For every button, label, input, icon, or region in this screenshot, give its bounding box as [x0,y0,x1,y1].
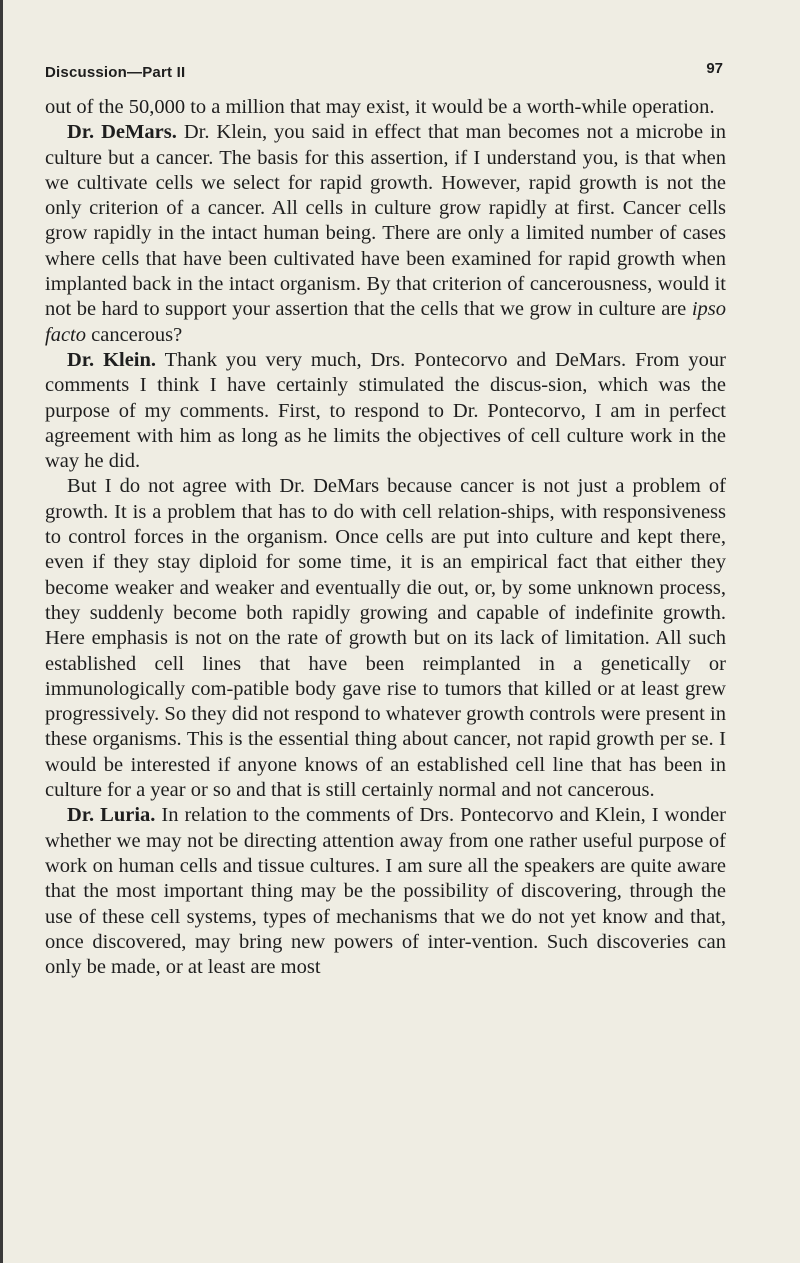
paragraph-continuation [45,95,726,120]
paragraph-text: Dr. Klein, you said in effect that man becomes not a microbe in culture but a cancer. The basis for this assertion, if I understand you, is that when we cultivate cells we select for rapid growth. However, rapid growth is not the only criterion of a cancer. All cells in culture grow rapidly at first. Cancer cells grow rapidly in the intact human being. There are only a limited number of cases where cells that have been cultivated have been examined for rapid growth when implanted back in the intact organism. By that criterion of cancerousness, would it not be hard to support your assertion that the cells that we grow in culture are [45,121,726,321]
paragraph-luria [45,803,726,980]
paragraph-klein-continued [45,474,726,803]
paragraph-text: But I do not agree with Dr. DeMars because cancer is not just a problem of growth. It is a problem that has to do with cell relation-ships, with responsiveness to control forces in the organism. Once cells are put into culture and kept there, even if they stay diploid for some time, it is an empirical fact that either they become weaker and weaker and eventually die out, or, by some unknown process, they suddenly become both rapidly growing and capable of indefinite growth. Here emphasis is not on the rate of growth but on its lack of limitation. All such established cell lines that have been reimplanted in a genetically or immunologically com-patible body gave rise to tumors that killed or at least grew progressively. So they did not respond to whatever growth controls were present in these organisms. This is the essential thing about cancer, not rapid growth per se. I would be interested if anyone knows of an established cell line that has been in culture for a year or so and that is still certainly normal and not cancerous. [45,475,726,802]
speaker-name: Dr. Luria. [67,804,156,827]
paragraph-text-end: cancerous? [91,323,183,346]
paragraph-text: In relation to the comments of Drs. Pontecorvo and Klein, I wonder whether we may not be directing attention away from one rather useful purpose of work on human cells and tissue cultures. I am sure all the speakers are quite aware that the most important thing may be the possibility of discovering, through the use of these cell systems, types of mechanisms that we do not yet know and that, once discovered, may bring new powers of inter-vention. Such discoveries can only be made, or at least are most [45,804,727,979]
body-text [45,95,726,980]
paragraph-text: out of the 50,000 to a million that may exist, it would be a worth-while operation. [45,96,715,118]
italic-phrase: ipso facto [45,298,727,346]
running-title: Discussion—Part II [45,64,186,81]
paragraph-klein [45,348,726,474]
running-head [45,60,723,86]
speaker-name: Dr. DeMars. [67,121,177,144]
page-number: 97 [706,60,723,77]
paragraph-demars [45,120,726,348]
paragraph-text: Thank you very much, Drs. Pontecorvo and DeMars. From your comments I think I have certainly stimulated the discus-sion, which was the purpose of my comments. First, to respond to Dr. Pontecorvo, I am in perfect agreement with him as long as he limits the objectives of cell culture work in the way he did. [45,348,726,473]
speaker-name: Dr. Klein. [67,348,157,371]
page-edge-shadow [0,0,3,1263]
